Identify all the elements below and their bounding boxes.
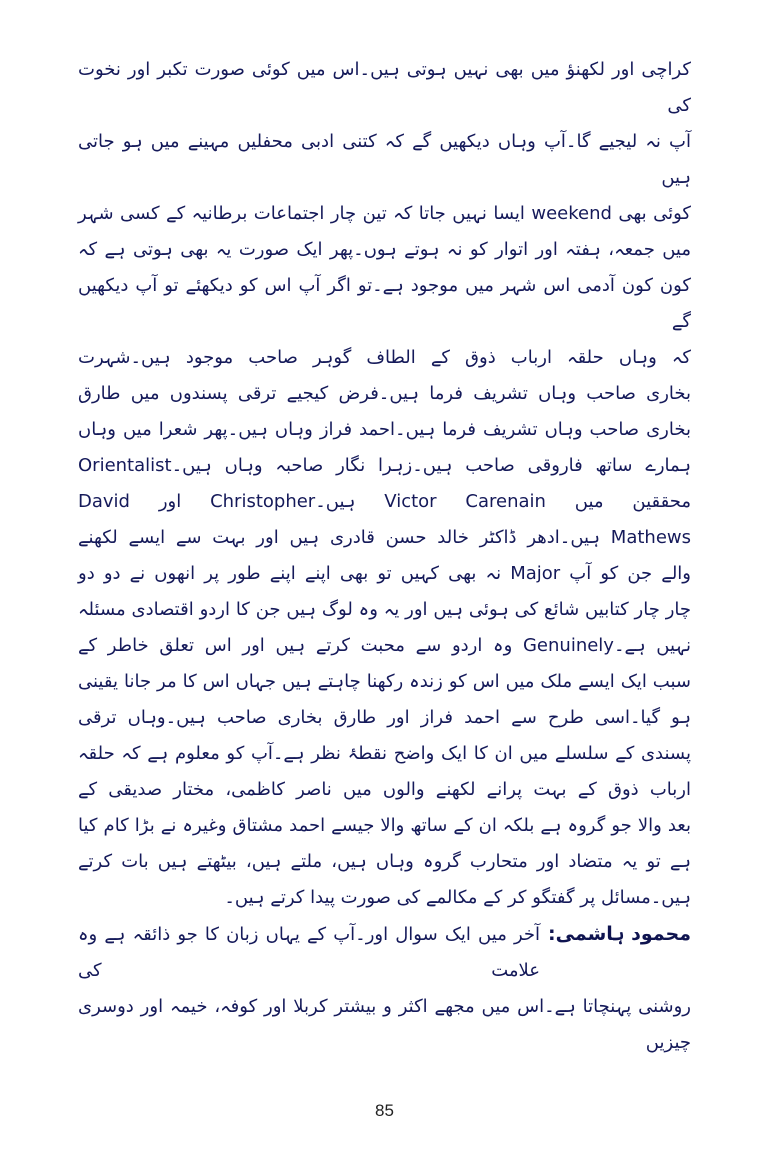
speaker-line [78, 916, 691, 989]
text-line: ہے تو یہ متضاد اور متحارب گروہ وہاں ہیں، ملتے ہیں، بیٹھتے ہیں بات کرتے [78, 851, 691, 872]
text-line: بعد والا جو گروہ ہے بلکہ ان کے ساتھ والا جیسے احمد مشتاق وغیرہ نے بڑا کام کیا [78, 815, 691, 836]
text-line: کہ وہاں حلقہ ارباب ذوق کے الطاف گوہر صاحب موجود ہیں۔شہرت [78, 347, 691, 368]
text-line: آپ نہ لیجیے گا۔آپ وہاں دیکھیں گے کہ کتنی ادبی محفلیں مہینے میں ہو جاتی ہیں [78, 131, 691, 188]
text-line: پسندی کے سلسلے میں ان کا ایک واضح نقطۂ نظر ہے۔آپ کو معلوم ہے کہ حلقہ [78, 743, 691, 764]
text-line: روشنی پہنچاتا ہے۔اس میں مجھے اکثر و بیشتر کربلا اور کوفہ، خیمہ اور دوسری چیزیں [78, 996, 691, 1053]
paragraph-end-line: ہیں۔مسائل پر گفتگو کر کے مکالمے کی صورت پیدا کرتے ہیں۔ [224, 887, 691, 908]
text-line: محققین میں Victor Carenain ہیں۔Christopher اور David [78, 491, 691, 512]
text-line: نہیں ہے۔Genuinely وہ اردو سے محبت کرتے ہیں اور اس تعلق خاطر کے [78, 635, 691, 656]
text-line: کراچی اور لکھنؤ میں بھی نہیں ہوتی ہیں۔اس میں کوئی صورت تکبر اور نخوت کی [78, 59, 691, 116]
text-line: کون کون آدمی اس شہر میں موجود ہے۔تو اگر آپ اس کو دیکھئے تو آپ دیکھیں گے [78, 275, 691, 332]
speaker-question-text: آخر میں ایک سوال اور۔آپ کے یہاں زبان کا جو ذائقہ ہے وہ علامت کی [78, 924, 541, 981]
page-number: 85 [375, 1101, 394, 1120]
text-line: ارباب ذوق کے بہت پرانے لکھنے والوں میں ناصر کاظمی، مختار صدیقی کے [78, 779, 691, 800]
text-line: بخاری صاحب وہاں تشریف فرما ہیں۔فرض کیجیے ترقی پسندوں میں طارق [78, 383, 691, 404]
text-line: کوئی بھی weekend ایسا نہیں جاتا کہ تین چار اجتماعات برطانیہ کے کسی شہر [78, 203, 691, 224]
text-line: ہمارے ساتھ فاروقی صاحب ہیں۔زہرا نگار صاحبہ وہاں ہیں۔Orientalist [78, 455, 691, 476]
speaker-name: محمود ہاشمی: [548, 923, 691, 945]
text-line: چار چار کتابیں شائع کی ہوئی ہیں اور یہ وہ لوگ ہیں جن کا اردو اقتصادی مسئلہ [78, 599, 691, 620]
text-line: ہو گیا۔اسی طرح سے احمد فراز اور طارق بخاری صاحب ہیں۔وہاں ترقی [78, 707, 691, 728]
text-line: والے جن کو آپ Major نہ بھی کہیں تو بھی اپنے اپنے طور پر انھوں نے دو دو [78, 563, 691, 584]
page-body-text [78, 52, 691, 1061]
text-line: میں جمعہ، ہفتہ اور اتوار کو نہ ہوتے ہوں۔پھر ایک صورت یہ بھی ہوتی ہے کہ [78, 239, 691, 260]
text-line: Mathews ہیں۔ادھر ڈاکٹر خالد حسن قادری ہیں اور بہت سے ایسے لکھنے [78, 527, 691, 548]
text-line: سبب ایک ایسے ملک میں اس کو زندہ رکھنا چاہتے ہیں جہاں اس کا مر جانا یقینی [78, 671, 691, 692]
text-line: بخاری صاحب وہاں تشریف فرما ہیں۔احمد فراز وہاں ہیں۔پھر شعرا میں وہاں [78, 419, 691, 440]
